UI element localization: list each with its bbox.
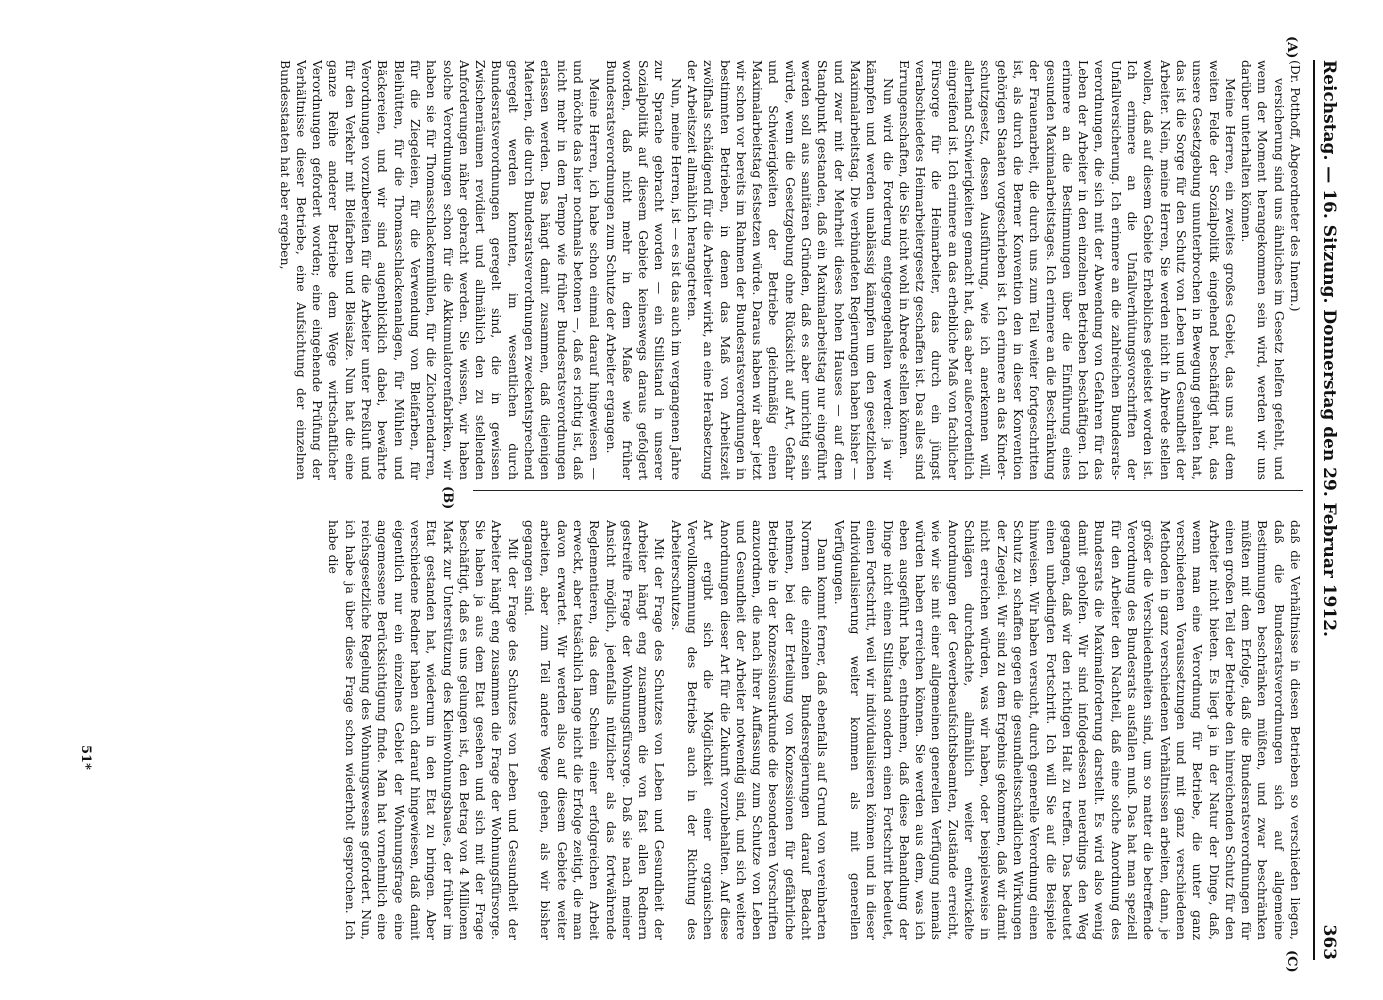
- margin-marker-a: (A): [1284, 36, 1299, 59]
- paragraph: Nun wird die Forderung entgegengehalten werden: ja wir kämpfen und werden unablässig kämpfen um den gesetzlichen Maximalarbeitstag. Die verbündeten Regierungen haben bisher — und zwar mit der Mehrheit dieses hohen Hauses — auf dem Standpunkt gestanden, daß ein Maximalarbeitstag nur eingeführt werden soll aus sanitären Gründen, daß es aber unrichtig sein würde, wenn die Gesetzgebung ohne Rücksicht auf Art, Gefahr und Schwierigkeiten der Betriebe gleichmäßig einen Maximalarbeitstag festsetzen würde. Daraus haben wir aber jetzt wir schon vor bereits im Rahmen der Bundesratsverordnungen in bestimmten Betrieben, in denen das Maß von Arbeitszeit zwölfhals schädigend für die Arbeiter wirkt, an eine Herabsetzung der Arbeitszeit allmählich herangetreten.: [685, 60, 896, 480]
- paragraph: Meine Herren, ein zweites großes Gebiet, das uns auf dem weiten Felde der Sozialpolitik eingehend beschäftigt hat, das unsere Gesetzgebung ununterbrochen in Bewegung gehalten hat, das ist die Sorge für den Schutz von Leben und Gesundheit der Arbeiter. Nein, meine Herren, Sie werden nicht in Abrede stellen wollen, daß auf diesem Gebiete Erhebliches geleistet worden ist. Ich erinnere an die Unfallverhütungsvorschriften der Unfallversicherung. Ich erinnere an die zahlreichen Bundesrats-verordnungen, die sich mit der Abwendung von Gefahren für das Leben der Arbeiter in den einzelnen Betrieben beschäftigen. Ich erinnere an die Bestimmungen über die Einführung eines gesunden Maximalarbeitstages. Ich erinnere an die Beschränkung der Frauenarbeit, die durch uns zum Teil weiter fortgeschritten ist, als durch die Berner Konvention den in dieser Konvention gehörigen Staaten vorgeschrieben ist. Ich erinnere an das Kinder-schutzgesetz, dessen Ausführung, wie ich anerkennen will, allerhand Schwierigkeiten gemacht hat, das aber außerordentlich eingreifend ist. Ich erinnere an das erhebliche Maß von fachlicher Fürsorge für die Heimarbeiter, das durch ein jüngst verabschiedetes Heimarbeitergesetz geschaffen ist. Das alles sind Errungenschaften, die Sie nicht wohl in Abrede stellen können.: [896, 60, 1238, 480]
- paragraph: Dann kommt ferner, daß ebenfalls auf Grund von vereinbarten Normen die einzelnen Bundesregierungen darauf Bedacht nehmen, bei der Erteilung von Konzessionen für gefährliche Betriebe in der Konzessionsurkunde die besonderen Vorschriften anzuordnen, die nach ihrer Auffassung zum Schutze von Leben und Gesundheit der Arbeiter notwendig sind, und sich weitere Anordnungen dieser Art für die Zukunft vorzubehalten. Auf diese Art ergibt sich die Möglichkeit einer organischen Vervollkommnung des Betriebs auch in der Richtung des Arbeiterschutzes.: [668, 520, 831, 940]
- paragraph: (Dr. Potthoff, Abgeordneter des Innern.): [1288, 60, 1303, 312]
- column-divider: [473, 490, 1303, 491]
- paragraph: daß die Verhältnisse in diesen Betrieben so verschieden liegen, daß die Bundesratsverordnungen sich auf allgemeine Bestimmungen beschränken müßten, und zwar beschränken müßten mit dem Erfolge, daß die Bundesratsverordnungen für einen großen Teil der Betriebe den hinreichenden Schutz für den Arbeiter nicht bieten. Es liegt ja in der Natur der Dinge, daß, wenn man eine Verordnung für Betriebe, die unter ganz verschiedenen Voraussetzungen und mit ganz verschiedenen Methoden in ganz verschiedenen Verhältnissen arbeiten, dann, je größer die Verschiedenheiten sind, um so matter die betreffende Verordnung des Bundesrats ausfallen muß. Das hat man speziell für den Arbeiter den Nachteil, daß eine solche Anordnung des Bundesrats die Maximalforderung darstellt. Es wird also wenig damit geholfen. Wir sind infolgedessen neuerdings den Weg gegangen, daß wir den richtigen Halt zu treffen. Das bedeutet einen unbedingten Fortschritt. Ich will Sie auf die Beispiele hinweisen. Wir haben versucht, durch generelle Verordnung einen Schutz zu schaffen gegen die gesundheitsschädlichen Wirkungen der Ziegelei. Wir sind zu dem Ergebnis gekommen, daß wir damit nicht erreichen würden, was wir haben, oder beispielsweise in Schlägen durchdachte, allmählich weiter entwickelte Anordnungen der Gewerbeaufsichtsbeamten, Zustände erreicht, wie wir sie mit einer allgemeinen generellen Verfügung niemals würden haben erreichen können. Sie werden aus dem, was ich eben ausgeführt habe, entnehmen, daß diese Behandlung der Dinge nicht einen Stillstand sondern einen Fortschritt bedeutet, einen Fortschritt, weil wir individualisieren können und in dieser Individualisierung weiter kommen als mit generellen Verfügungen.: [831, 520, 1303, 940]
- paragraph: Mit der Frage des Schutzes von Leben und Gesundheit der Arbeiter hängt eng zusammen die Frage der Wohnungsfürsorge. Sie haben ja aus dem Etat gesehen und sich mit der Frage beschäftigt, daß es uns gelungen ist, den Betrag von 4 Millionen Mark zur Unterstützung des Kleinwohnungsbaues, der früher im Etat gestanden hat, wiederum in den Etat zu bringen. Aber verschiedene Redner haben auch darauf hingewiesen, daß damit eigentlich nur ein einzelnes Gebiet der Wohnungsfrage eine angemessene Berücksichtigung finde. Man hat vornehmlich eine reichsgesetzliche Regelung des Wohnungswesens gefordert. Nun, ich habe ja über diese Frage schon wiederholt gesprochen. Ich habe die: [326, 520, 521, 940]
- page-header: [1313, 60, 1343, 960]
- text-column-left: [73, 60, 1303, 480]
- running-title: Reichstag. — 16. Sitzung. Donnerstag den 29. Februar 1912.: [1319, 60, 1339, 637]
- text-column-right: [73, 520, 1303, 940]
- paragraph: Meine Herren, ich habe schon einmal darauf hingewiesen — und möchte das hier nochmals betonen —, daß es richtig ist, daß nicht mehr in dem Tempo wie früher Bundesratsverordnungen erlassen werden. Das hängt damit zusammen, daß diejenigen Materien, die durch Bundesratsverordnungen zweckentsprechend geregelt werden konnten, im wesentlichen durch Bundesratsverordnungen geregelt sind, die in gewissen Zwischenräumen revidiert und allmählich den zu stellenden Anforderungen näher gebracht werden. Sie wissen, wir haben solche Verordnungen schon für die Akkumulatorenfabriken, wir haben sie für Thomasschlackenmühlen, für die Zichoriendarren, für die Ziegeleien, für die Verwendung von Bleifarben, für Bleihütten, für die Thomasschlackenanlagen, für Mühlen und Bäckereien, und wir sind augenblicklich dabei, bewährte Verordnungen vorzubereiten für die Arbeiter unter Preßluft und für den Verkehr mit Bleifarben und Bleisalze. Nun hat die eine ganze Reihe anderer Betriebe dem Wege wirtschaftlicher Verordnungen gefordert worden; eine eingehende Prüfung der Verhältnisse dieser Betriebe, eine Aufsichtung der einzelnen Bundesstaaten hat aber ergeben,: [277, 60, 603, 480]
- signature-mark: 51*: [78, 745, 93, 770]
- page-number: 363: [1319, 924, 1339, 960]
- paragraph: Nun, meine Herren, ist — es ist das auch im vergangenen Jahre zur Sprache gebracht worden — ein Stillstand in unserer Sozialpolitik auf diesem Gebiete keineswegs daraus gefolgert worden, daß nicht mehr in dem Maße wie früher Bundesratsverordnungen zum Schutze der Arbeiter ergangen.: [603, 60, 684, 480]
- margin-marker-c: (C): [1284, 950, 1299, 973]
- margin-marker-b: (B): [440, 486, 455, 510]
- paragraph: versicherung sind uns ähnliches im Gesetz helfen gefehlt, und wenn der Moment herangekommen sein wird, werden wir uns darüber unterhalten können.: [1239, 60, 1287, 480]
- paragraph: Mit der Frage des Schutzes von Leben und Gesundheit der Arbeiter hängt eng zusammen die von fast allen Rednern gestreifte Frage der Wohnungsfürsorge. Daß sie nach meiner Ansicht möglich, jedenfalls nützlicher als das fortwährende Reglementieren, das dem Schein einer erfolgreichen Arbeit erweckt, aber tatsächlich lange nicht die Erfolge zeitigt, die man davon erwartet. Wir werden also auf diesem Gebiete weiter arbeiten, aber zum Teil andere Wege gehen, als wir bisher gegangen sind.: [522, 520, 668, 940]
